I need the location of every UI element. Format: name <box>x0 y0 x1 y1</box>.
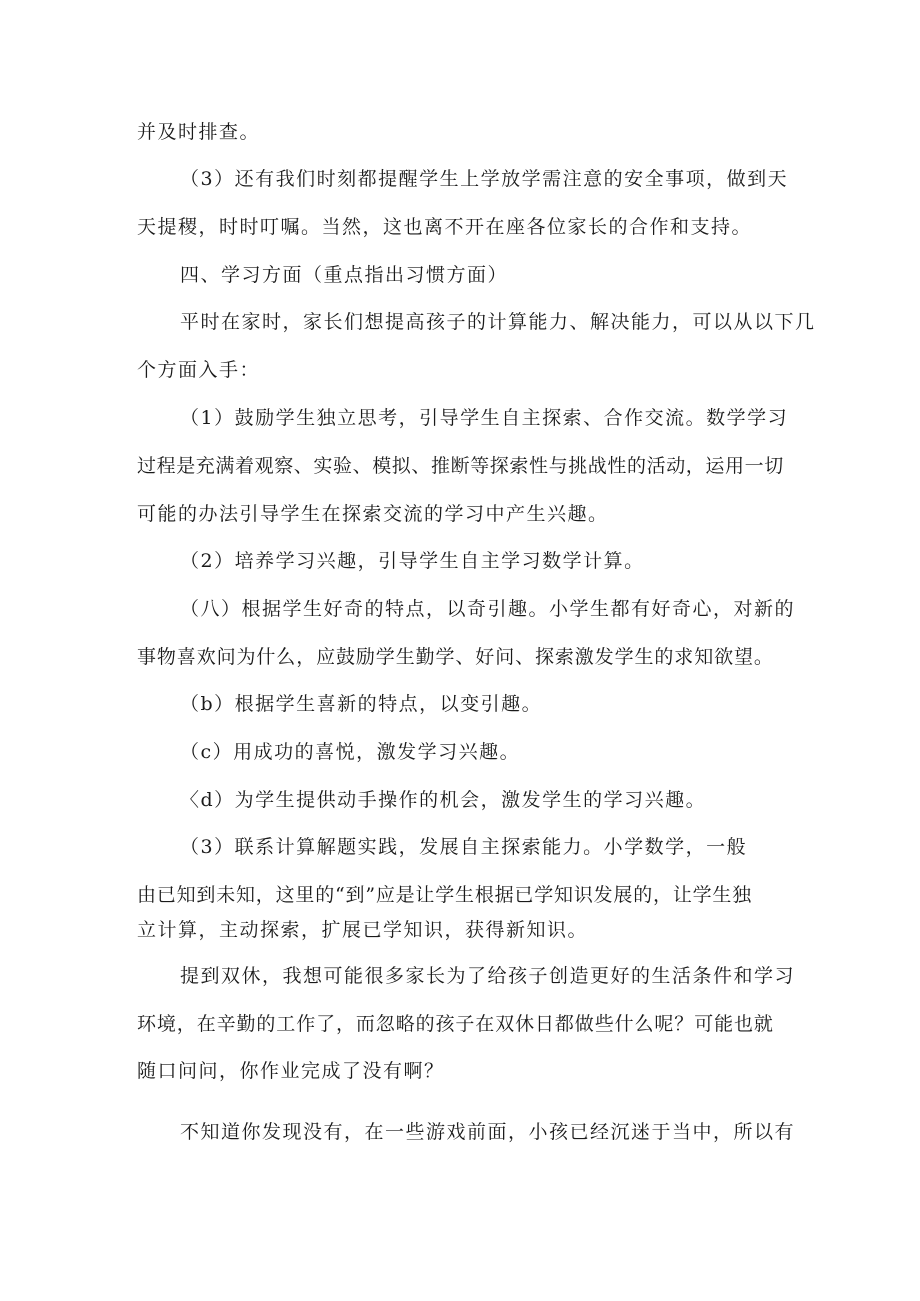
text-line: 不知道你发现没有，在一些游戏前面，小孩已经沉迷于当中，所以有 <box>180 1121 796 1143</box>
text-line: 事物喜欢问为什么，应鼓励学生勤学、好问、探索激发学生的求知欲望。 <box>137 646 774 668</box>
text-line: （c）用成功的喜悦，激发学习兴趣。 <box>180 741 521 763</box>
text-line: 个方面入手： <box>137 359 261 381</box>
text-line: 提到双休，我想可能很多家长为了给孩子创造更好的生活条件和学习 <box>180 965 796 987</box>
text-line: （2）培养学习兴趣，引导学生自主学习数学计算。 <box>180 550 645 572</box>
text-line: 随口问问，你作业完成了没有啊？ <box>137 1060 445 1082</box>
text-line: 由已知到未知，这里的“到”应是让学生根据已学知识发展的，让学生独 <box>137 884 753 906</box>
text-line: 天提稷，时时叮嘱。当然，这也离不开在座各位家长的合作和支持。 <box>137 216 753 238</box>
text-line: 过程是充满着观察、实验、模拟、推断等探索性与挑战性的活动，运用一切 <box>137 455 784 477</box>
text-line: 可能的办法引导学生在探索交流的学习中产生兴趣。 <box>137 503 609 525</box>
text-line: （3）还有我们时刻都提醒学生上学放学需注意的安全事项，做到天 <box>180 168 789 190</box>
text-line: （3）联系计算解题实践，发展自主探索能力。小学数学，一般 <box>180 836 748 858</box>
text-line: 平时在家时，家长们想提高孩子的计算能力、解决能力，可以从以下几 <box>180 311 816 333</box>
text-line: 〈d）为学生提供动手操作的机会，激发学生的学习兴趣。 <box>180 789 707 811</box>
text-line: 环境，在辛勤的工作了，而忽略的孩子在双休日都做些什么呢？可能也就 <box>137 1013 774 1035</box>
text-line: 并及时排查。 <box>137 121 261 143</box>
text-line: （八）根据学生好奇的特点，以奇引趣。小学生都有好奇心，对新的 <box>180 598 796 620</box>
text-line: 立计算，主动探索，扩展已学知识，获得新知识。 <box>137 919 589 941</box>
text-line: （1）鼓励学生独立思考，引导学生自主探索、合作交流。数学学习 <box>180 407 789 429</box>
text-line: （b）根据学生喜新的特点，以变引趣。 <box>180 693 543 715</box>
section-heading: 四、学习方面（重点指出习惯方面） <box>180 264 509 286</box>
